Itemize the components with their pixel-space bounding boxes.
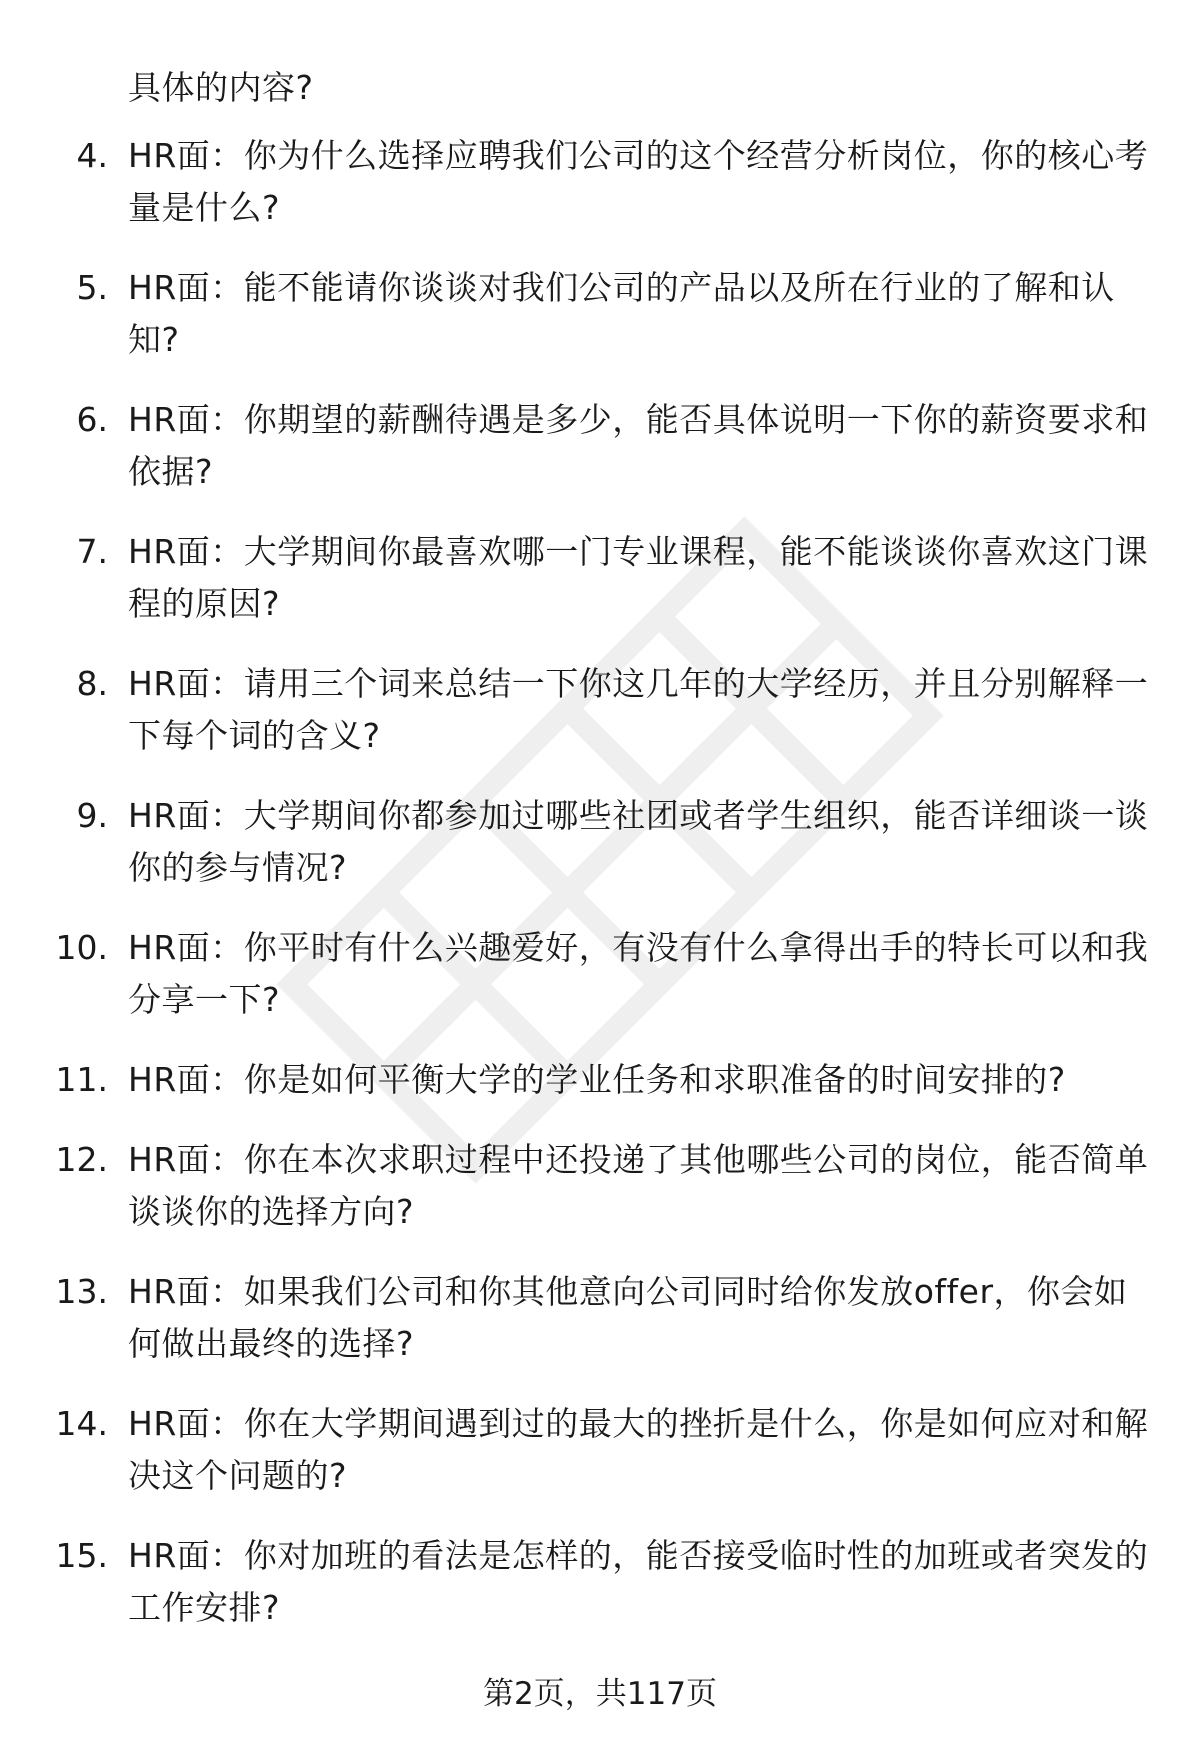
question-text: HR面：如果我们公司和你其他意向公司同时给你发放offer，你会如何做出最终的选择?: [128, 1272, 1128, 1363]
question-text: HR面：能不能请你谈谈对我们公司的产品以及所在行业的了解和认知?: [128, 268, 1115, 359]
question-text: HR面：你在本次求职过程中还投递了其他哪些公司的岗位，能否简单谈谈你的选择方向?: [128, 1140, 1149, 1231]
question-item: [0, 790, 1200, 922]
question-number: 9.: [76, 796, 108, 835]
question-item: [0, 1530, 1200, 1662]
question-text: HR面：你在大学期间遇到过的最大的挫折是什么，你是如何应对和解决这个问题的?: [128, 1404, 1149, 1495]
question-number: 10.: [55, 928, 108, 967]
question-list: [0, 130, 1200, 1662]
question-item: [0, 130, 1200, 262]
question-item: [0, 1266, 1200, 1398]
question-item: [0, 1054, 1200, 1134]
question-number: 7.: [76, 532, 108, 571]
question-text: HR面：你对加班的看法是怎样的，能否接受临时性的加班或者突发的工作安排?: [128, 1536, 1149, 1627]
question-number: 15.: [55, 1536, 108, 1575]
question-text: HR面：大学期间你最喜欢哪一门专业课程，能不能谈谈你喜欢这门课程的原因?: [128, 532, 1149, 623]
question-item: [0, 658, 1200, 790]
question-text: HR面：你为什么选择应聘我们公司的这个经营分析岗位，你的核心考量是什么?: [128, 136, 1149, 227]
question-number: 8.: [76, 664, 108, 703]
question-item: [0, 1134, 1200, 1266]
question-number: 6.: [76, 400, 108, 439]
question-item: [0, 394, 1200, 526]
continuation-text: 具体的内容?: [128, 68, 314, 107]
question-text: HR面：大学期间你都参加过哪些社团或者学生组织，能否详细谈一谈你的参与情况?: [128, 796, 1149, 887]
question-number: 11.: [55, 1060, 108, 1099]
question-item: [0, 922, 1200, 1054]
question-number: 13.: [55, 1272, 108, 1311]
question-text: HR面：你是如何平衡大学的学业任务和求职准备的时间安排的?: [128, 1060, 1066, 1099]
question-number: 14.: [55, 1404, 108, 1443]
question-number: 5.: [76, 268, 108, 307]
question-text: HR面：你平时有什么兴趣爱好，有没有什么拿得出手的特长可以和我分享一下?: [128, 928, 1149, 1019]
page-footer: 第2页，共117页: [483, 1676, 717, 1712]
question-item: [0, 526, 1200, 658]
question-item: [0, 262, 1200, 394]
question-text: HR面：请用三个词来总结一下你这几年的大学经历，并且分别解释一下每个词的含义?: [128, 664, 1149, 755]
question-text: HR面：你期望的薪酬待遇是多少，能否具体说明一下你的薪资要求和依据?: [128, 400, 1149, 491]
question-number: 4.: [76, 136, 108, 175]
question-item: [0, 1398, 1200, 1530]
question-number: 12.: [55, 1140, 108, 1179]
